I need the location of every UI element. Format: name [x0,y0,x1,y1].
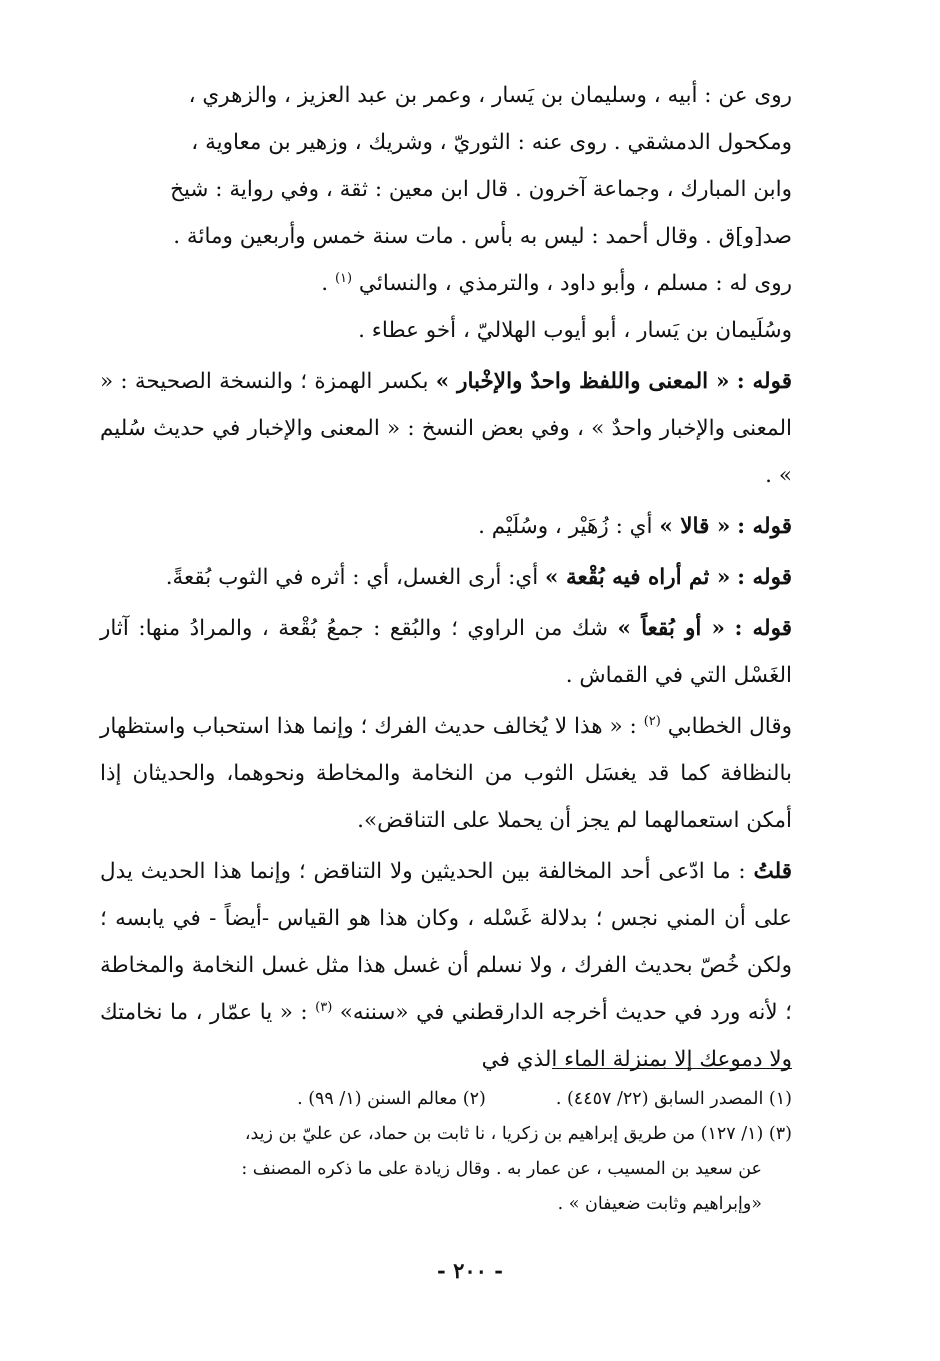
qawluh-label: قوله : [737,565,792,590]
qultu-text: : ما ادّعى أحد المخالفة بين الحديثين ولا التناقض ؛ وإنما هذا الحديث يدل على أن المني نجس ؛ بدلالة غَسْله ، وكان هذا هو القياس -أيضاً - في يابسه ؛ ولكن خُصّ بحديث الفرك ، ولا نسلم أن غسل هذا مثل غسل النخامة والمخاطة ؛ لأنه ورد في حديث أخرجه الدارقطني في «سننه» [100,859,792,1025]
quoted-phrase: « أو بُقعاً » [617,616,725,641]
footnote-marker-2[interactable]: (٢) [643,713,661,729]
quoted-phrase: « ثم أراه فيه بُقْعة » [545,565,731,590]
line: وابن المبارك ، وجماعة آخرون . قال ابن معين : ثقة ، وفي رواية : شيخ [170,177,792,202]
line: روى له : مسلم ، وأبو داود ، والترمذي ، والنسائي [358,271,792,296]
qawluh-label: قوله : [736,369,792,394]
page-number: - ٢٠٠ - [437,1258,503,1283]
khattabi-quote: : « هذا لا يُخالف حديث الفرك ؛ وإنما هذا استحباب واستظهار بالنظافة كما قد يغسَل الثوب من النخامة والمخاطة ونحوهما، والحديثان إذا أمكن استعمالهما لم يجز أن يحملا على التناقض». [100,714,792,833]
paragraph-qawluh-1 [100,358,792,499]
line: روى عن : أبيه ، وسليمان بن يَسار ، وعمر بن عبد العزيز ، والزهري ، [188,83,792,108]
khattabi-intro: وقال الخطابي [667,714,792,739]
paragraph-qawluh-3 [100,554,792,601]
commentary-text: شك من الراوي ؛ والبُقع : جمعُ بُقْعة ، والمرادُ منها: آثار الغَسْل التي في القماش . [100,616,792,688]
paragraph-narrators: روى عن : أبيه ، وسليمان بن يَسار ، وعمر بن عبد العزيز ، والزهري ، ومكحول الدمشقي . روى عنه : الثوريّ ، وشريك ، وزهير بن معاوية ، وابن المبارك ، وجماعة آخرون . قال ابن معين : ثقة ، وفي رواية : شيخ صد[و]ق . وقال أحمد : ليس به بأس . مات سنة خمس وأربعين ومائة . روى له : مسلم ، وأبو داود ، والترمذي ، والنسائي $^{(١)}$ . [170,83,792,296]
paragraph-khattabi [100,703,792,844]
paragraph-qawluh-4 [100,605,792,699]
paragraph-qultu [100,848,792,1083]
footnote-3-line-2: عن سعيد بن المسيب ، عن عمار به . وقال زيادة على ما ذكره المصنف : [241,1159,762,1179]
footnotes [100,1082,792,1222]
line: صد[و]ق . وقال أحمد : ليس به بأس . مات سنة خمس وأربعين ومائة . [173,224,792,249]
footnote-marker-3[interactable]: (٣) [315,999,333,1015]
qultu-text-end: : « يا عمّار ، ما نخامتك ولا دموعك إلا بمنزلة الماء الذي في [100,1000,792,1072]
footnote-3-line-1: (٣) (١/ ١٢٧) من طريق إبراهيم بن زكريا ، نا ثابت بن حماد، عن عليّ بن زيد، [244,1124,792,1144]
footnote-row-1 [100,1082,792,1117]
qultu-label: قلتُ [753,859,792,884]
footnote-marker-1[interactable]: (١) [334,270,353,286]
footnote-3-line-3: «وإبراهيم وثابت ضعيفان » . [557,1194,762,1214]
footnote-1: (١) المصدر السابق (٢٢/ ٤٤٥٧) . [555,1089,792,1109]
commentary-text: أي : زُهَيْر ، وسُلَيْم . [478,514,653,539]
qawluh-label: قوله : [737,514,792,539]
commentary-text: بكسر الهمزة ؛ والنسخة الصحيحة : « المعنى والإخبار واحدٌ » ، وفي بعض النسخ : « المعنى والإخبار في حديث سُليم » . [100,369,792,488]
quoted-phrase: « المعنى واللفظ واحدٌ والإخْبار » [435,369,730,394]
footnote-separator [552,1068,792,1069]
paragraph-qawluh-2 [100,503,792,550]
qawluh-label: قوله : [734,616,792,641]
quoted-phrase: « قالا » [659,514,731,539]
main-text [100,72,792,1083]
line: ومكحول الدمشقي . روى عنه : الثوريّ ، وشريك ، وزهير بن معاوية ، [191,130,792,155]
commentary-text: أي: أرى الغسل، أي : أثره في الثوب بُقعةً. [165,565,539,590]
footnote-2: (٢) معالم السنن (١/ ٩٩) . [297,1089,486,1109]
paragraph-sulayman: وسُلَيمان بن يَسار ، أبو أيوب الهلاليّ ، أخو عطاء . [358,318,792,343]
